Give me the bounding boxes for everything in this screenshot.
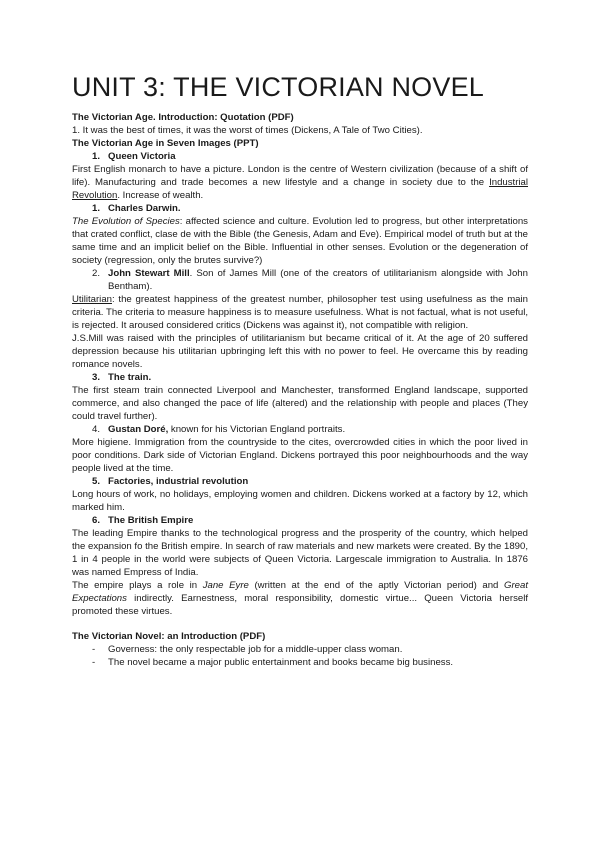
item-title: John Stewart Mill bbox=[108, 268, 190, 279]
item-heading-charles-darwin bbox=[72, 202, 528, 215]
item-heading-the-train bbox=[72, 371, 528, 384]
paragraph-charles-darwin: The Evolution of Species: affected science and culture. Evolution led to progress, but other interpretations that crated conflict, clase de with the Bible (the Genesis, Adam and Eve). Empirical model of truth but at the same time and an implicit belief on the Bible. Influential in other senses. Evolution or the degeneration of society (regression, only the brutes survive?) bbox=[72, 216, 528, 266]
list-item: - Governess: the only respectable job for a middle-upper class woman. bbox=[72, 643, 528, 656]
item-title: The British Empire bbox=[108, 515, 194, 526]
item-title: Factories, industrial revolution bbox=[108, 476, 249, 487]
item-number: 4. bbox=[91, 424, 100, 435]
bullet-marker: - bbox=[92, 657, 96, 668]
list-item: - The novel became a major public entertainment and books became big business. bbox=[72, 656, 528, 669]
item-title: Queen Victoria bbox=[108, 151, 176, 162]
paragraph-british-empire: The leading Empire thanks to the technological progress and the prosperity of the country, which helped the expansion fo the British empire. In search of raw materials and new markets were created. By the 1890, 1 in 4 people in the world were subjects of Queen Victoria. Largescale immigration to Australia. In 1876 was named Empress of India. bbox=[72, 528, 528, 578]
bullet-list bbox=[72, 643, 528, 669]
paragraph-factories: Long hours of work, no holidays, employing women and children. Dickens worked at a factory by 12, which marked him. bbox=[72, 489, 528, 513]
item-number: 5. bbox=[91, 476, 100, 487]
paragraph-gustan-dore: More higiene. Immigration from the countryside to the cites, overcrowded cities in which the poor lived in poor conditions. Dark side of Victorian England. Dickens portrayed this poor neighbourhoods and the way people lived at the time. bbox=[72, 437, 528, 474]
spacer bbox=[72, 618, 528, 630]
item-heading-gustan-dore: 4. Gustan Doré, known for his Victorian England portraits. bbox=[72, 423, 528, 436]
section-heading-seven-images: The Victorian Age in Seven Images (PPT) bbox=[72, 138, 259, 149]
italic-title: Jane Eyre bbox=[202, 580, 249, 591]
item-number: 2. bbox=[91, 268, 100, 279]
item-number: 1. bbox=[91, 151, 100, 162]
italic-title: The Evolution of Species bbox=[72, 216, 180, 227]
item-heading-john-stewart-mill: 2. John Stewart Mill. Son of James Mill (one of the creators of utilitarianism alongside with John Bentham). bbox=[72, 267, 528, 293]
italic-title: Great Expectations bbox=[72, 580, 528, 604]
paragraph-the-train: The first steam train connected Liverpool and Manchester, transformed England landscape, supported commerce, and also changed the pace of life (altered) and the relationship with people and places (They could travel further). bbox=[72, 385, 528, 422]
paragraph-utilitarian: Utilitarian: the greatest happiness of the greatest number, philosopher test using usefulness as the main criteria. The criteria to measure happiness is to measure usefulness. What is not factual, what is not useful, is rejected. It aroused considered critics (Dickens was against it), not compatible with religion. bbox=[72, 294, 528, 331]
underlined-term: Industrial Revolution bbox=[72, 177, 528, 201]
item-number: 1. bbox=[91, 203, 100, 214]
paragraph-empire-novels: The empire plays a role in Jane Eyre (written at the end of the aptly Victorian period) and Great Expectations indirectly. Earnestness, moral responsibility, domestic virtue... Queen Victoria herself promoted these virtues. bbox=[72, 580, 528, 617]
bullet-marker: - bbox=[92, 644, 96, 655]
paragraph-mill: J.S.Mill was raised with the principles of utilitarianism but became critical of it. At the age of 20 suffered depression because his utilitarian upbringing left this with no power to feel. He overcame this by reading romance novels. bbox=[72, 333, 528, 370]
section-heading-intro: The Victorian Age. Introduction: Quotation (PDF) bbox=[72, 112, 294, 123]
item-title: Gustan Doré, bbox=[108, 424, 169, 435]
item-title: Charles Darwin. bbox=[108, 203, 181, 214]
underlined-term: Utilitarian bbox=[72, 294, 112, 305]
item-title: The train. bbox=[108, 372, 152, 383]
paragraph-queen-victoria: First English monarch to have a picture. London is the centre of Western civilization (because of a shift of life). Manufacturing and trade becomes a new lifestyle and a change in society due to the Industrial Revolution. Increase of wealth. bbox=[72, 164, 528, 201]
item-number: 3. bbox=[91, 372, 100, 383]
item-number: 6. bbox=[91, 515, 100, 526]
item-heading-british-empire bbox=[72, 514, 528, 527]
page-title: UNIT 3: THE VICTORIAN NOVEL bbox=[72, 72, 484, 102]
section-heading-victorian-novel: The Victorian Novel: an Introduction (PDF) bbox=[72, 631, 266, 642]
quotation-line: 1. It was the best of times, it was the worst of times (Dickens, A Tale of Two Cities). bbox=[72, 125, 423, 136]
item-heading-factories bbox=[72, 475, 528, 488]
item-heading-queen-victoria bbox=[72, 150, 528, 163]
